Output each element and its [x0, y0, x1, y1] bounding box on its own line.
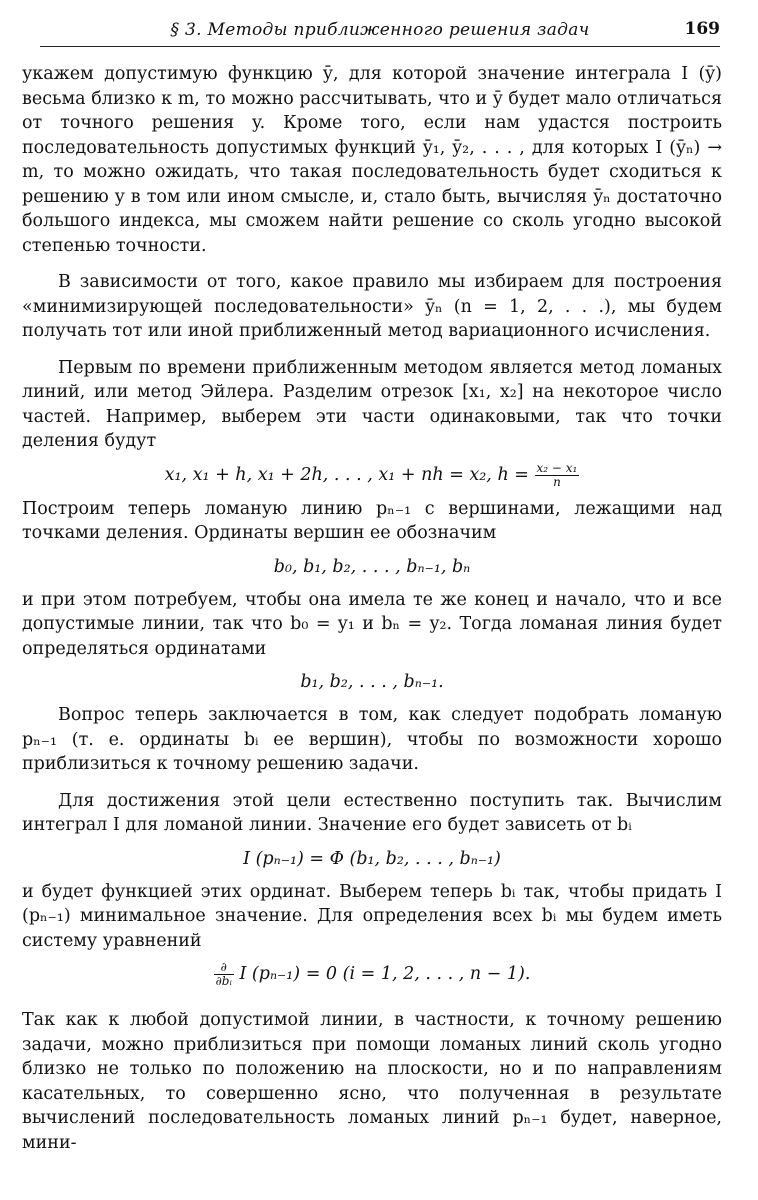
paragraph-2: В зависимости от того, какое правило мы избираем для построения «минимизирующей последовательности» ȳₙ (n = 1, 2, . . .), мы будем получать тот или иной приближенный метод вариационного исчисления. [22, 272, 722, 341]
fraction-denominator: n [553, 474, 561, 489]
page-number: 169 [684, 19, 720, 39]
running-header [40, 16, 720, 47]
paragraph-1: укажем допустимую функцию ȳ, для которой значение интеграла I (ȳ) весьма близко к m, то можно рассчитывать, что и ȳ будет мало отличаться от точного решения y. Кроме того, если нам удастся построить последовательность допустимых функций ȳ₁, ȳ₂, . . . , для которых I (ȳₙ) → m, то можно ожидать, что такая последовательность будет сходиться к решению y в том или ином смысле, и, стало быть, вычисляя ȳₙ достаточно большого индекса, мы сможем найти решение со сколь угодно высокой степенью точности. [22, 64, 722, 256]
paragraph-4: Построим теперь ломаную линию pₙ₋₁ с вершинами, лежащими над точками деления. Ординаты вершин ее обозначим [22, 498, 722, 543]
partial-numerator: ∂ [214, 961, 234, 975]
formula-division-points [22, 454, 722, 497]
system-equation-body: I (pₙ₋₁) = 0 (i = 1, 2, . . . , n − 1). [239, 964, 531, 984]
paragraph-6: Вопрос теперь заключается в том, как следует подобрать ломаную pₙ₋₁ (т. е. ординаты bᵢ ее вершин), чтобы по возможности хорошо приблизиться к точному решению задачи. [22, 705, 722, 774]
partial-derivative-fraction [214, 961, 234, 988]
formula-h-fraction [535, 462, 580, 489]
formula-integral-function: I (pₙ₋₁) = Φ (b₁, b₂, . . . , bₙ₋₁) [243, 848, 501, 869]
paragraph-5: и при этом потребуем, чтобы она имела те же конец и начало, что и все допустимые линии, так что b₀ = y₁ и bₙ = y₂. Тогда ломаная линия будет определяться ординатами [22, 589, 722, 659]
paragraph-3: Первым по времени приближенным методом является метод ломаных линий, или метод Эйлера. Разделим отрезок [x₁, x₂] на некоторое число частей. Например, выберем эти части одинаковыми, так что точки деления будут [22, 357, 722, 451]
partial-denominator: ∂bᵢ [215, 974, 232, 988]
formula-system-equations [22, 953, 722, 996]
formula-ordinates-inner: b₁, b₂, . . . , bₙ₋₁. [300, 672, 444, 692]
fraction-numerator: x₂ − x₁ [536, 460, 578, 475]
paragraph-8: и будет функцией этих ординат. Выберем теперь bᵢ так, чтобы придать I (pₙ₋₁) минимальное значение. Для определения всех bᵢ мы будем иметь систему уравнений [22, 881, 722, 951]
header-title: § 3. Методы приближенного решения задач [170, 20, 590, 40]
body-text [22, 62, 722, 1155]
formula-ordinates-all: b₀, b₁, b₂, . . . , bₙ₋₁, bₙ [273, 556, 471, 577]
paragraph-9: Так как к любой допустимой линии, в частности, к точному решению задачи, можно приблизиться при помощи ломаных линий сколь угодно близко не только по положению на плоскости, но и по направлениям касательных, то совершенно ясно, что полученная в результате вычислений последовательность ломаных линий pₙ₋₁ будет, наверное, мини- [22, 1010, 722, 1153]
formula-h-label: h = [497, 464, 529, 485]
formula-points: x₁, x₁ + h, x₁ + 2h, . . . , x₁ + nh = x₂, [164, 464, 492, 485]
paragraph-7: Для достижения этой цели естественно поступить так. Вычислим интеграл I для ломаной линии. Значение его будет зависеть от bᵢ [22, 790, 722, 835]
